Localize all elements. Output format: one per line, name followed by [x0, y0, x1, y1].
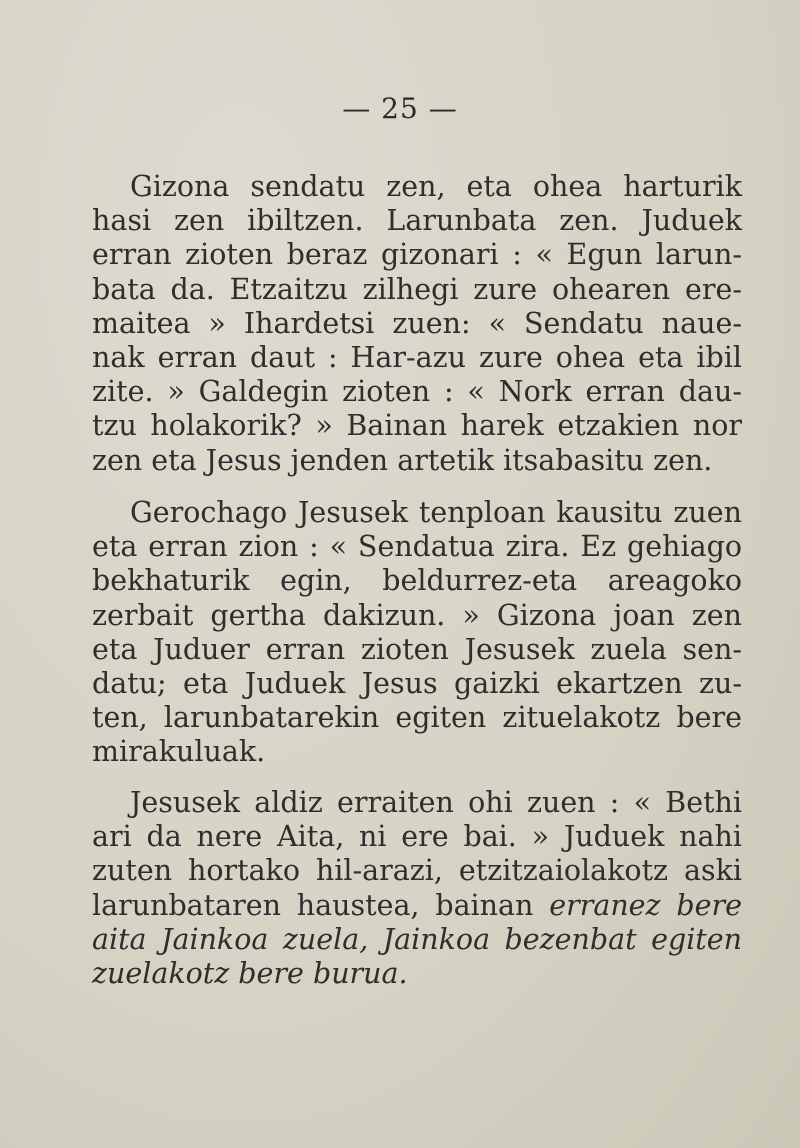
text-line: aita Jainkoa zuela, Jainkoa bezenbat egiten — [92, 922, 742, 956]
text-line: Jesusek aldiz erraiten ohi zuen : « Bethi — [130, 786, 742, 819]
text-line: erran zioten beraz gizonari : « Egun larun- — [92, 238, 742, 272]
text-line: Gerochago Jesusek tenploan kausitu zuen — [130, 496, 742, 529]
text-line: eta Juduer erran zioten Jesusek zuela sen- — [92, 632, 742, 666]
text-line-italic-tail: erranez bere — [549, 888, 742, 922]
text-line: ten, larunbatarekin egiten zituelakotz bere — [92, 701, 742, 735]
text-line: bata da. Etzaitzu zilhegi zure ohearen ere- — [92, 272, 742, 306]
text-line: tzu holakorik? » Bainan harek etzakien nor — [92, 409, 742, 443]
paragraph-1 — [92, 170, 742, 478]
text-line: nak erran daut : Har-azu zure ohea eta ibil — [92, 341, 742, 375]
page-number: — 25 — — [342, 92, 458, 125]
text-line: zen eta Jesus jenden artetik itsabasitu zen. — [92, 443, 713, 477]
text-line: bekhaturik egin, beldurrez-eta areagoko — [92, 564, 742, 598]
text-line: mirakuluak. — [92, 735, 266, 769]
text-line: ari da nere Aita, ni ere bai. » Juduek nahi — [92, 820, 742, 854]
paragraph-3 — [92, 786, 742, 991]
text-line: datu; eta Juduek Jesus gaizki ekartzen zu- — [92, 667, 742, 701]
text-line: hasi zen ibiltzen. Larunbata zen. Juduek — [92, 204, 742, 238]
text-line: zite. » Galdegin zioten : « Nork erran dau- — [92, 375, 742, 409]
text-line: zuelakotz bere burua. — [92, 957, 408, 991]
text-line: maitea » Ihardetsi zuen: « Sendatu naue- — [92, 306, 742, 340]
text-line: zerbait gertha dakizun. » Gizona joan zen — [92, 598, 742, 632]
text-line-roman: larunbataren haustea, bainan — [92, 888, 534, 922]
paragraph-2 — [92, 496, 742, 770]
text-line: Gizona sendatu zen, eta ohea harturik — [130, 170, 742, 203]
text-line: eta erran zion : « Sendatua zira. Ez gehiago — [92, 530, 742, 564]
text-line: zuten hortako hil-arazi, etzitzaiolakotz aski — [92, 854, 742, 888]
text-line-mixed — [92, 889, 742, 923]
